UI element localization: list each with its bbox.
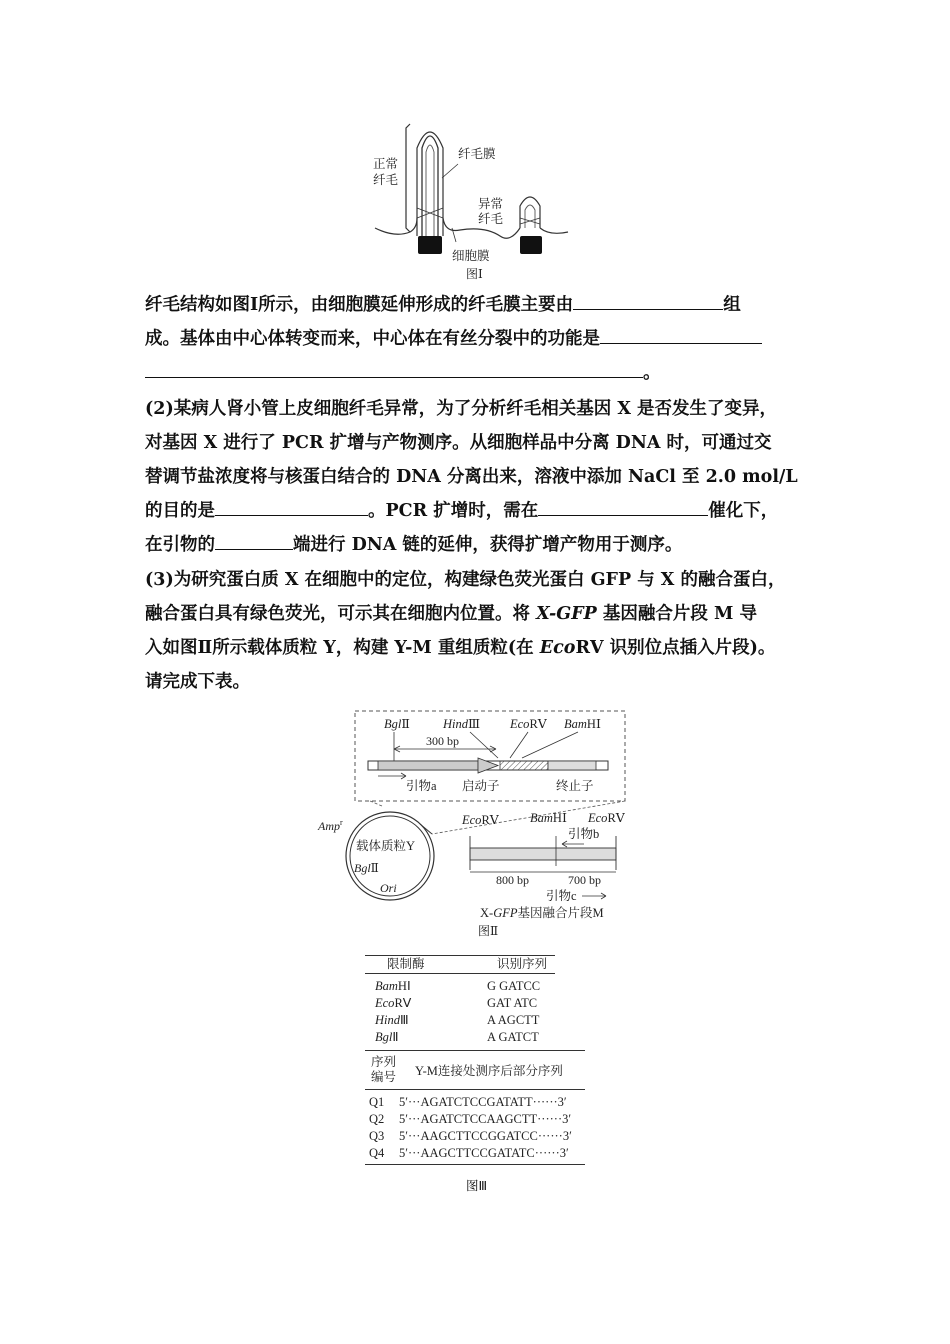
p3-line-1: (3)为研究蛋白质 X 在细胞中的定位，构建绿色荧光蛋白 GFP 与 X 的融合蛋白， bbox=[145, 570, 786, 590]
sequence-value: 5′···AGATCTCCGATATT······3′ bbox=[399, 1095, 567, 1109]
p3-line-4: 请完成下表。 bbox=[145, 672, 250, 692]
seq-header: Y-M连接处测序后部分序列 bbox=[415, 1064, 563, 1078]
enzyme-name-italic: Hind bbox=[375, 1013, 400, 1027]
enzyme-name-italic: Eco bbox=[375, 996, 395, 1010]
seq-header-id-1: 序列 bbox=[371, 1055, 397, 1069]
fig1-label-abnormal-1: 异常 bbox=[478, 197, 504, 211]
sequence-id: Q3 bbox=[369, 1129, 385, 1143]
p3-text-2b: 基因融合片段 M 导 bbox=[596, 604, 757, 624]
enzyme-name-italic: Bgl bbox=[375, 1030, 393, 1044]
paragraph-1 bbox=[145, 288, 835, 390]
sequence-value: 5′···AAGCTTCCGATATC······3′ bbox=[399, 1146, 569, 1160]
figure-2-plasmid-diagram bbox=[310, 706, 640, 946]
p2-text-5b: 端进行 DNA 链的延伸，获得扩增产物用于测序。 bbox=[293, 535, 683, 555]
p1-text-2a: 成。基体由中心体转变而来，中心体在有丝分裂中的功能是 bbox=[145, 329, 600, 349]
enzyme-name-italic: Bam bbox=[375, 979, 398, 993]
figure-1-cilia-diagram bbox=[370, 118, 580, 288]
p2-text-5a: 在引物的 bbox=[145, 535, 215, 555]
fig2-primer-b: 引物b bbox=[568, 827, 600, 841]
p1-text-1a: 纤毛结构如图Ⅰ所示，由细胞膜延伸形成的纤毛膜主要由 bbox=[145, 295, 574, 315]
p2-line-2: 对基因 X 进行了 PCR 扩增与产物测序。从细胞样品中分离 DNA 时，可通过交 bbox=[145, 433, 772, 453]
sequence-row bbox=[365, 1111, 585, 1128]
answer-blank-5[interactable] bbox=[215, 531, 293, 550]
sequence-row bbox=[365, 1128, 585, 1145]
sequence-id: Q4 bbox=[369, 1146, 385, 1160]
fig2-bam-fragment: BamHⅠ bbox=[530, 811, 567, 825]
sequence-row bbox=[365, 1094, 585, 1111]
p1-line-2 bbox=[145, 322, 835, 356]
site-header: 识别序列 bbox=[497, 957, 548, 971]
p3-line-2 bbox=[145, 597, 835, 631]
p3-text-2a: 融合蛋白具有绿色荧光，可示其在细胞内位置。将 bbox=[145, 604, 537, 624]
answer-blank-1[interactable] bbox=[573, 291, 723, 310]
fig2-hind-label: HindⅢ bbox=[443, 717, 481, 731]
seq-header-id-2: 编号 bbox=[371, 1070, 397, 1084]
sequence-id: Q2 bbox=[369, 1112, 385, 1126]
p3-text-2-gene: X-GFP bbox=[536, 604, 597, 624]
fig2-eco-fragment-left: EcoRⅤ bbox=[462, 813, 499, 827]
fig2-amp: Amp$^r$ bbox=[318, 818, 343, 833]
p3-line-3 bbox=[145, 631, 835, 665]
p3-text-3-enzyme: Eco bbox=[539, 638, 576, 658]
enzyme-name-rest: Ⅲ bbox=[400, 1013, 409, 1027]
enzyme-row bbox=[365, 1012, 585, 1029]
enzyme-site: A GATCT bbox=[487, 1030, 539, 1044]
sequence-row bbox=[365, 1145, 585, 1162]
sequence-value: 5′···AAGCTTCCGGATCC······3′ bbox=[399, 1129, 572, 1143]
enzyme-table-header bbox=[365, 956, 555, 973]
p1-text-1b: 组 bbox=[723, 295, 741, 315]
fig2-terminator: 终止子 bbox=[556, 779, 594, 793]
fig2-promoter: 启动子 bbox=[462, 779, 500, 793]
enzyme-name-rest: Ⅱ bbox=[392, 1030, 399, 1044]
sequence-id: Q1 bbox=[369, 1095, 385, 1109]
answer-blank-3[interactable] bbox=[215, 497, 368, 516]
fig2-bam-label: BamHⅠ bbox=[564, 717, 601, 731]
fig1-label-cell-membrane: 细胞膜 bbox=[452, 249, 490, 263]
enzyme-row bbox=[365, 978, 585, 995]
fig2-plasmid-label: 载体质粒Y bbox=[356, 839, 416, 853]
p3-text-3a: 入如图Ⅱ所示载体质粒 Y，构建 Y-M 重组质粒(在 bbox=[145, 638, 540, 658]
fig2-primer-c: 引物c bbox=[546, 889, 577, 903]
fig2-caption: 图Ⅱ bbox=[478, 924, 499, 938]
fig1-label-membrane: 纤毛膜 bbox=[458, 147, 496, 161]
sequence-table-header bbox=[365, 1051, 585, 1089]
fig2-bgl-label: BglⅡ bbox=[384, 717, 410, 731]
p1-line-1 bbox=[145, 288, 835, 322]
fig3-caption: 图Ⅲ bbox=[466, 1179, 488, 1193]
fig2-fragment-label: X-GFP基因融合片段M bbox=[480, 906, 604, 920]
enzyme-row bbox=[365, 1029, 585, 1046]
fig2-700bp: 700 bp bbox=[568, 873, 601, 887]
p2-line-4 bbox=[145, 494, 835, 528]
fig1-label-normal-1: 正常 bbox=[373, 157, 399, 171]
p2-text-4a: 的目的是 bbox=[145, 501, 215, 521]
p2-line-1: (2)某病人肾小管上皮细胞纤毛异常，为了分析纤毛相关基因 X 是否发生了变异， bbox=[145, 399, 777, 419]
paragraph-2 bbox=[145, 392, 835, 562]
p3-text-3b: RⅤ 识别位点插入片段)。 bbox=[575, 638, 776, 658]
enzyme-site: G GATCC bbox=[487, 979, 541, 993]
sequence-value: 5′···AGATCTCCAAGCTT······3′ bbox=[399, 1112, 572, 1126]
answer-blank-2[interactable] bbox=[600, 325, 762, 344]
fig2-ori: Ori bbox=[380, 881, 397, 895]
enzyme-name-rest: RⅤ bbox=[394, 996, 412, 1010]
enzyme-name-rest: HⅠ bbox=[397, 979, 411, 993]
p2-line-3: 替调节盐浓度将与核蛋白结合的 DNA 分离出来，溶液中添加 NaCl 至 2.0 mol/L bbox=[145, 467, 798, 487]
fig2-800bp: 800 bp bbox=[496, 873, 529, 887]
fig1-label-normal-2: 纤毛 bbox=[373, 173, 399, 187]
enzyme-row bbox=[365, 995, 585, 1012]
answer-blank-2-continued[interactable] bbox=[145, 359, 643, 378]
enzyme-header: 限制酶 bbox=[387, 957, 425, 971]
answer-blank-4[interactable] bbox=[538, 497, 708, 516]
enzyme-table bbox=[365, 955, 585, 1165]
fig2-300bp: 300 bp bbox=[426, 734, 459, 748]
fig2-bgl-plasmid: BglⅡ bbox=[354, 861, 379, 875]
p1-text-3: 。 bbox=[643, 363, 661, 383]
p2-line-5 bbox=[145, 528, 835, 562]
fig1-label-abnormal-2: 纤毛 bbox=[478, 212, 504, 226]
p1-line-3 bbox=[145, 356, 835, 390]
p2-text-4b: 。PCR 扩增时，需在 bbox=[368, 501, 539, 521]
enzyme-site: GAT ATC bbox=[487, 996, 538, 1010]
fig1-caption: 图Ⅰ bbox=[466, 267, 483, 281]
fig2-eco-fragment-right: EcoRⅤ bbox=[588, 811, 625, 825]
paragraph-3 bbox=[145, 563, 835, 699]
p2-text-4c: 催化下， bbox=[708, 501, 779, 521]
fig2-eco-label: EcoRⅤ bbox=[510, 717, 547, 731]
fig2-primer-a: 引物a bbox=[406, 779, 437, 793]
enzyme-site: A AGCTT bbox=[487, 1013, 540, 1027]
